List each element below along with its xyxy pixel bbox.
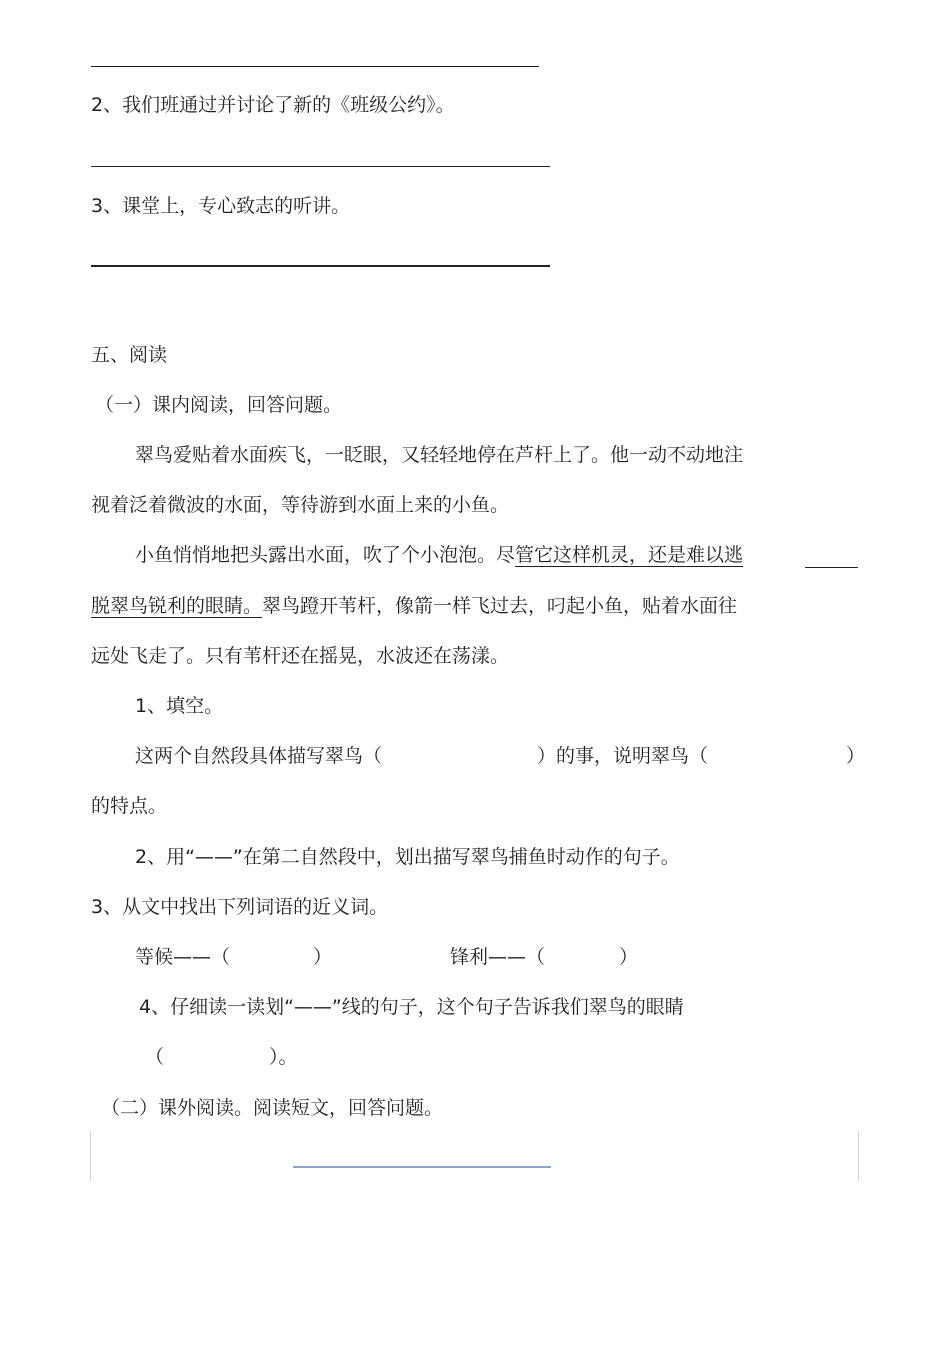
passage-text: 翠鸟蹬开苇杆，像箭一样飞过去，叼起小鱼，贴着水面往 xyxy=(262,595,738,617)
question-3-title: 3、从文中找出下列词语的近义词。 xyxy=(91,896,389,918)
question-4-close: ）。 xyxy=(269,1046,298,1068)
frame-left-edge xyxy=(90,1131,91,1181)
question-3-word2: 锋利——（ xyxy=(450,946,546,968)
question-1-line2: 的特点。 xyxy=(91,795,168,817)
answer-line-3 xyxy=(91,265,550,267)
passage-para2-line1 xyxy=(135,543,743,567)
question-2: 2、用“——”在第二自然段中，划出描写翠鸟捕鱼时动作的句子。 xyxy=(135,846,680,868)
answer-line-2 xyxy=(91,166,550,167)
part1-heading: （一）课内阅读，回答问题。 xyxy=(95,394,343,416)
underline-extension xyxy=(805,567,858,568)
passage-para2-line3: 远处飞走了。只有苇杆还在摇晃，水波还在荡漾。 xyxy=(91,645,510,667)
question-4-open: （ xyxy=(145,1046,165,1068)
sentence-item-2: 2、我们班通过并讨论了新的《班级公约》。 xyxy=(91,94,455,116)
question-4-line1: 4、仔细读一读划“——”线的句子，这个句子告诉我们翠鸟的眼睛 xyxy=(139,996,684,1018)
question-1-title: 1、填空。 xyxy=(135,695,224,717)
question-1-blank-a-start: 这两个自然段具体描写翠鸟（ xyxy=(135,745,383,767)
question-1-blank-b-start: ）的事，说明翠鸟（ xyxy=(537,745,709,767)
question-1-blank-b-end: ） xyxy=(846,745,866,767)
part2-heading: （二）课外阅读。阅读短文，回答问题。 xyxy=(101,1097,444,1119)
question-3-word2-close: ） xyxy=(619,946,639,968)
sentence-item-3: 3、课堂上，专心致志的听讲。 xyxy=(91,195,351,217)
answer-line-1 xyxy=(91,66,539,67)
frame-right-edge xyxy=(858,1131,859,1181)
question-3-word1-close: ） xyxy=(313,946,333,968)
question-3-word1: 等候——（ xyxy=(135,946,231,968)
passage-para1-line1: 翠鸟爱贴着水面疾飞，一眨眼，又轻轻地停在芦杆上了。他一动不动地注 xyxy=(135,444,744,466)
underlined-sentence-part1: 管它这样机灵，还是难以逃 xyxy=(515,544,744,566)
passage-para1-line2: 视着泛着微波的水面，等待游到水面上来的小鱼。 xyxy=(91,494,510,516)
passage-text: 小鱼悄悄地把头露出水面，吹了个小泡泡。尽 xyxy=(135,544,516,566)
underlined-sentence-part2: 脱翠鸟锐利的眼睛。 xyxy=(91,595,263,617)
section-title: 五、阅读 xyxy=(91,344,168,366)
passage-para2-line2 xyxy=(91,594,737,618)
title-rule xyxy=(293,1166,551,1168)
